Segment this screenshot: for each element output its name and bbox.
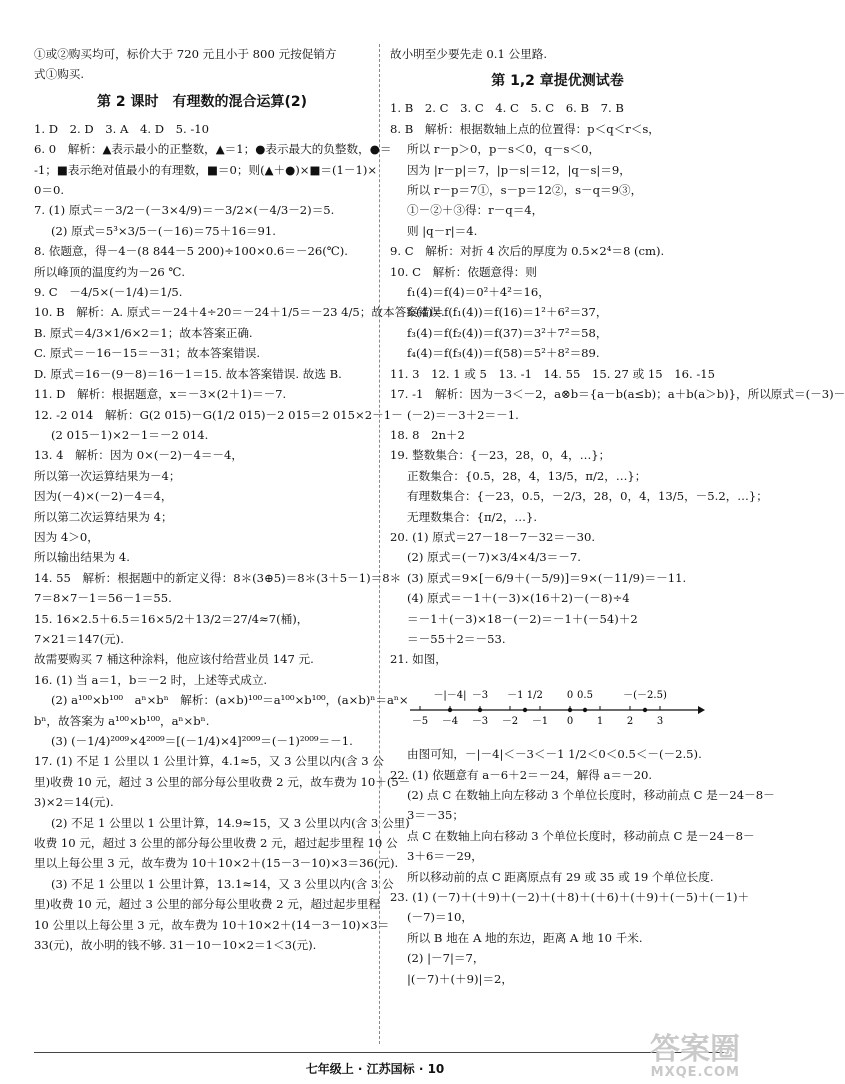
- answer-line: 0＝0.: [34, 183, 65, 198]
- watermark-url: MXQE.COM: [650, 1065, 740, 1080]
- point-label: －(－2.5): [623, 689, 667, 701]
- answer-line: 1. D 2. D 3. A 4. D 5. -10: [34, 121, 210, 136]
- intro-line: ①或②购买均可，标价大于 720 元且小于 800 元按促销方: [34, 47, 337, 61]
- answer-line: 3)×2＝14(元).: [34, 795, 114, 810]
- answer-line: 里)收费 10 元，超过 3 公里的部分每公里收费 2 元，超过起步里程: [34, 897, 380, 912]
- answer-line: 17. (1) 不足 1 公里以 1 公里计算，4.1≈5，又 3 公里以内(含 3 公: [34, 754, 384, 769]
- point-marker: [448, 708, 452, 712]
- point-label: －|－4|: [433, 689, 467, 701]
- tick-label: 3: [656, 715, 664, 727]
- answer-line: 3＋6＝－29，: [407, 849, 483, 864]
- answer-line: 7. (1) 原式＝－3/2－(－3×4/9)＝－3/2×(－4/3－2)＝5.: [34, 203, 335, 218]
- answer-line: f₁(4)＝f(4)＝0²＋4²＝16，: [407, 285, 550, 300]
- tick-label: －2: [501, 715, 519, 727]
- answer-lines: [390, 98, 845, 669]
- answer-line: 22. (1) 依题意有 a－6＋2＝－24，解得 a＝－20.: [390, 767, 653, 782]
- answer-line: 因为 4＞0，: [34, 529, 99, 544]
- answer-line: 11. 3 12. 1 或 5 13. -1 14. 55 15. 27 或 15 16. -15: [390, 366, 715, 381]
- section-title: 第 2 课时 有理数的混合运算(2): [96, 93, 308, 110]
- number-line-figure: [406, 674, 725, 742]
- answer-line: 点 C 在数轴上向右移动 3 个单位长度时，移动前点 C 是－24－8－: [407, 828, 755, 843]
- answer-line: 因为 |r－p|＝7，|p－s|＝12，|q－s|＝9，: [407, 162, 631, 177]
- answer-line: 10. C 解析：依题意得：则: [390, 264, 537, 279]
- answer-line: 所以移动前的点 C 距离原点有 29 或 35 或 19 个单位长度.: [407, 869, 714, 884]
- answer-line: 10. B 解析：A. 原式＝－24＋4÷20＝－24＋1/5＝－23 4/5；故本答案错误.: [34, 305, 445, 320]
- answer-line: 故需要购买 7 桶这种涂料，他应该付给营业员 147 元.: [34, 652, 314, 667]
- answer-line: 13. 4 解析：因为 0×(－2)－4＝－4，: [34, 448, 243, 463]
- answer-line: D. 原式＝16－(9－8)＝16－1＝15. 故本答案错误. 故选 B.: [34, 366, 342, 381]
- answer-line: 有理数集合：{－23，0.5，－2/3，28，0，4，13/5，－5.2，…}；: [407, 489, 768, 504]
- answer-line: 所以峰顶的温度约为－26 ℃.: [34, 264, 186, 279]
- footer-rule: [34, 1052, 724, 1053]
- answer-line: ＝－1＋(－3)×18－(－2)＝－1＋(－54)＋2: [407, 611, 638, 626]
- answer-line: bⁿ，故答案为 a¹⁰⁰×b¹⁰⁰，aⁿ×bⁿ.: [34, 713, 210, 728]
- answer-line: 正数集合：{0.5，28，4，13/5，π/2，…}；: [407, 468, 647, 483]
- answer-line: 11. D 解析：根据题意，x＝－3×(2＋1)＝－7.: [34, 387, 287, 402]
- point-label: 0.5: [577, 689, 593, 701]
- answer-line: 所以第一次运算结果为－4；: [34, 468, 181, 483]
- point-marker: [523, 708, 527, 712]
- answer-line: (2 015－1)×2－1＝－2 014.: [51, 427, 209, 442]
- tick-label: 1: [596, 715, 604, 727]
- tick-label: －1: [531, 715, 549, 727]
- answer-line: 里)收费 10 元，超过 3 公里的部分每公里收费 2 元，故车费为 10＋(5－: [34, 774, 411, 789]
- answer-line: f₄(4)＝f(f₃(4))＝f(58)＝5²＋8²＝89.: [407, 346, 600, 361]
- answer-line: C. 原式＝－16－15＝－31；故本答案错误.: [34, 346, 261, 361]
- answer-line: B. 原式＝4/3×1/6×2＝1；故本答案正确.: [34, 325, 253, 340]
- answer-line: 所以输出结果为 4.: [34, 550, 130, 565]
- answer-line: 所以第二次运算结果为 4；: [34, 509, 173, 524]
- answer-line: 8. 依题意，得－4－(8 844－5 200)÷100×0.6＝－26(℃).: [34, 244, 348, 259]
- watermark: [650, 1032, 740, 1080]
- answer-lines: [390, 744, 775, 989]
- answer-line: 15. 16×2.5＋6.5＝16×5/2＋13/2＝27/4≈7(桶)，: [34, 611, 309, 626]
- answer-line: (2) 原式＝(－7)×3/4×4/3＝－7.: [407, 550, 581, 565]
- tick-label: 2: [626, 715, 634, 727]
- answer-line: (－7)＝10，: [407, 910, 473, 925]
- section-title: 第 1,2 章提优测试卷: [491, 73, 624, 90]
- point-label: －1 1/2: [507, 689, 543, 701]
- point-marker: [478, 708, 482, 712]
- answer-line: 7＝8×7－1＝56－1＝55.: [34, 591, 172, 606]
- answer-line: 9. C 解析：对折 4 次后的厚度为 0.5×2⁴＝8 (cm).: [390, 244, 665, 259]
- answer-line: f₂(4)＝f(f₁(4))＝f(16)＝1²＋6²＝37，: [407, 305, 608, 320]
- answer-line: 所以 r－p＝7①，s－p＝12②，s－q＝9③，: [407, 183, 643, 198]
- answer-line: 3＝－35；: [407, 808, 464, 823]
- number-line: [406, 674, 706, 736]
- answer-line: ＝－55＋2＝－53.: [407, 631, 506, 646]
- answer-line: 所以 B 地在 A 地的东边，距离 A 地 10 千米.: [407, 930, 643, 945]
- right-column: [390, 44, 845, 989]
- answer-line: 10 公里以上每公里 3 元，故车费为 10＋10×2＋(14－3－10)×3＝: [34, 917, 390, 932]
- answer-line: (2) a¹⁰⁰×b¹⁰⁰ aⁿ×bⁿ 解析：(a×b)¹⁰⁰＝a¹⁰⁰×b¹⁰⁰，(a×b)ⁿ＝aⁿ×: [51, 693, 409, 708]
- tick-label: －3: [471, 715, 489, 727]
- point-label: 0: [566, 689, 574, 701]
- point-label: －3: [471, 689, 489, 701]
- answer-line: 20. (1) 原式＝27－18－7－32＝－30.: [390, 529, 596, 544]
- answer-line: |(－7)＋(＋9)|＝2，: [407, 971, 514, 986]
- answer-line: -1；■表示绝对值最小的有理数，■＝0；则(▲＋●)×■＝(1－1)×: [34, 162, 378, 177]
- answer-line: (2) |－7|＝7，: [407, 951, 485, 966]
- answer-line: 8. B 解析：根据数轴上点的位置得：p＜q＜r＜s，: [390, 121, 660, 136]
- point-marker: [568, 708, 572, 712]
- intro-line: 式①购买.: [34, 67, 85, 82]
- answer-line: 收费 10 元，超过 3 公里的部分每公里收费 2 元，超过起步里程 10 公: [34, 836, 398, 851]
- answer-line: 6. 0 解析：▲表示最小的正整数，▲＝1；●表示最大的负整数，●＝: [34, 142, 392, 157]
- answer-line: (2) 不足 1 公里以 1 公里计算，14.9≈15，又 3 公里以内(含 3 公里): [51, 815, 410, 830]
- answer-line: 因为(－4)×(－2)－4＝4，: [34, 489, 173, 504]
- answer-line: 里以上每公里 3 元，故车费为 10＋10×2＋(15－3－10)×3＝36(元).: [34, 856, 399, 871]
- answer-line: (4) 原式＝－1＋(－3)×(16＋2)－(－8)÷4: [407, 591, 630, 606]
- answer-line: 19. 整数集合：{－23，28，0，4，…}；: [390, 448, 611, 463]
- answer-line: 18. 8 2n＋2: [390, 427, 465, 442]
- tick-label: 0: [566, 715, 574, 727]
- point-marker: [643, 708, 647, 712]
- answer-line: 无理数集合：{π/2，…}.: [407, 509, 538, 524]
- answer-line: (2) 原式＝5³×3/5－(－16)＝75＋16＝91.: [51, 223, 276, 238]
- answer-line: (3) (－1/4)²⁰⁰⁹×4²⁰⁰⁹＝[(－1/4)×4]²⁰⁰⁹＝(－1)²⁰⁰⁹＝－1.: [51, 734, 353, 748]
- page-footer: 七年级上 · 江苏国标 · 10: [305, 1062, 445, 1076]
- axis-arrow-icon: [698, 706, 705, 714]
- answer-line: 则 |q－r|＝4.: [407, 223, 478, 238]
- answer-line: 17. -1 解析：因为－3＜－2，a⊗b＝{a－b(a≤b)；a＋b(a＞b)}，所以原式＝(－3)－: [390, 387, 845, 402]
- answer-line: 14. 55 解析：根据题中的新定义得：8＊(3⊕5)＝8＊(3＋5－1)＝8＊: [34, 570, 402, 585]
- tick-label: －4: [441, 715, 459, 727]
- answer-line: (－2)＝－3＋2＝－1.: [407, 407, 519, 422]
- answer-line: f₃(4)＝f(f₂(4))＝f(37)＝3²＋7²＝58，: [407, 325, 608, 340]
- answer-line: ①－②＋③得：r－q＝4，: [407, 203, 544, 218]
- tick-label: －5: [411, 715, 429, 727]
- answer-line: (2) 点 C 在数轴上向左移动 3 个单位长度时，移动前点 C 是－24－8－: [407, 788, 775, 802]
- intro-line: 故小明至少要先走 0.1 公里路.: [390, 47, 548, 61]
- watermark-logo: 答案圈: [650, 1032, 740, 1067]
- answer-line: 16. (1) 当 a＝1，b＝－2 时，上述等式成立.: [34, 672, 268, 687]
- answer-line: 23. (1) (－7)＋(＋9)＋(－2)＋(＋8)＋(＋6)＋(＋9)＋(－5)＋(－1)＋: [390, 890, 750, 905]
- answer-line: (3) 不足 1 公里以 1 公里计算，13.1≈14，又 3 公里以内(含 3 公: [51, 876, 394, 891]
- answer-line: 33(元)，故小明的钱不够. 31－10－10×2＝1＜3(元).: [34, 938, 317, 953]
- answer-line: 21. 如图，: [390, 652, 447, 667]
- answer-line: 12. -2 014 解析：G(2 015)－G(1/2 015)－2 015＝2 015×2－1－: [34, 407, 403, 422]
- answer-line: 7×21＝147(元).: [34, 631, 124, 646]
- answer-line: 所以 r－p＞0，p－s＜0，q－s＜0，: [407, 142, 601, 157]
- answer-line: 1. B 2. C 3. C 4. C 5. C 6. B 7. B: [390, 101, 624, 116]
- answer-line: (3) 原式＝9×[－6/9＋(－5/9)]＝9×(－11/9)＝－11.: [407, 570, 687, 585]
- point-marker: [583, 708, 587, 712]
- answer-line: 由图可知，－|－4|＜－3＜－1 1/2＜0＜0.5＜－(－2.5).: [407, 747, 702, 762]
- answer-line: 9. C －4/5×(－1/4)＝1/5.: [34, 285, 183, 300]
